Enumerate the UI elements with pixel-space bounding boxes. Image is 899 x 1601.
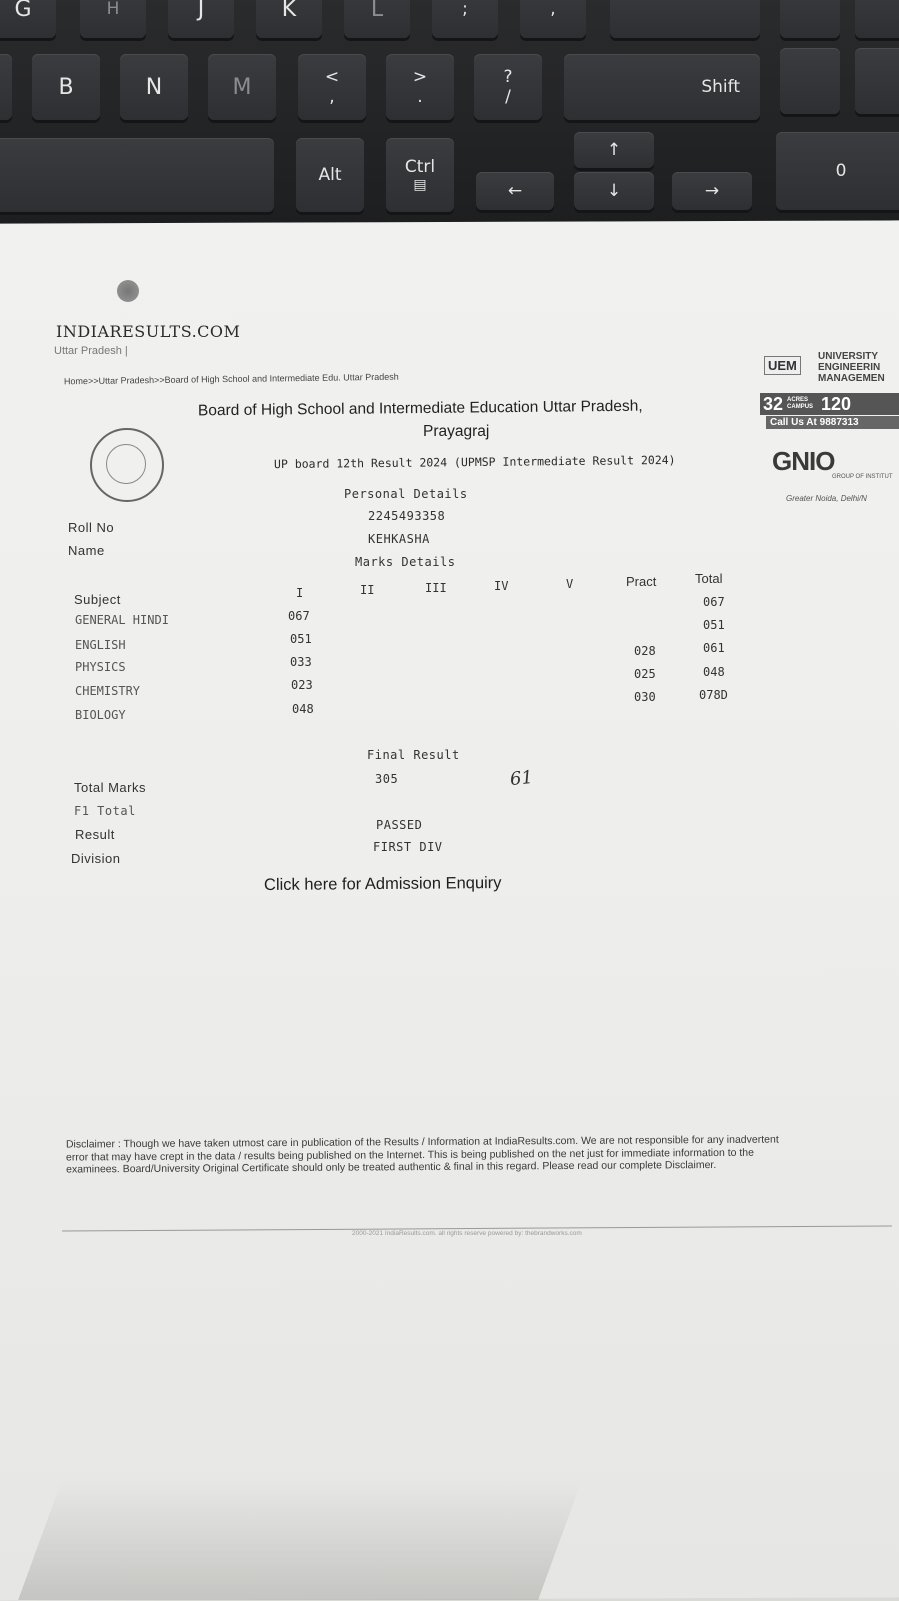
gnio-sub: GROUP OF INSTITUT (832, 474, 893, 480)
site-logo: INDIARESULTS.COM (56, 322, 241, 341)
key-arrow-down: ↓ (574, 172, 654, 210)
handwritten-note: 61 (508, 766, 534, 791)
footer-copyright: 2000-2021 IndiaResults.com. all rights reserve powered by: thebrandworks.com (352, 1230, 582, 1237)
subject-physics: PHYSICS (75, 660, 126, 674)
col-header-total: Total (695, 571, 723, 586)
key-h: H (80, 0, 146, 38)
uem-line-2: ENGINEERIN (818, 362, 881, 373)
paper-shadow (18, 1480, 582, 1600)
disclaimer: Disclaimer : Though we have taken utmost care in publication of the Results / Information at IndiaResults.com. We are not responsible for any inadvertent error that may have crept in the data / results being published on the Internet. This is being published on the net just for immediate information to the examinees. Board/University Original Certificate should only be treated authentic & final in this regard. Please read our complete Disclaimer. (65, 1133, 779, 1176)
col-header-iii: III (425, 581, 447, 595)
key-greater-than: > . (386, 54, 454, 120)
key-k: K (256, 0, 322, 38)
uem-line-1: UNIVERSITY (818, 351, 879, 362)
subject-chemistry: CHEMISTRY (75, 684, 141, 698)
final-result-heading: Final Result (367, 748, 460, 762)
key-semicolon: ; (432, 0, 498, 38)
personal-details-heading: Personal Details (344, 487, 468, 501)
roll-no-value: 2245493358 (368, 509, 446, 523)
marks-details-heading: Marks Details (355, 555, 456, 569)
key-l: L (344, 0, 410, 38)
total-english: 051 (703, 618, 725, 632)
division-label: Division (71, 851, 121, 866)
key-zero: 0 (776, 132, 899, 210)
col-header-ii: II (360, 583, 375, 597)
admission-enquiry-link[interactable]: Click here for Admission Enquiry (263, 873, 502, 895)
roll-no-label: Roll No (68, 520, 115, 535)
up-board-seal-icon (90, 428, 164, 502)
key-blank-top-2 (855, 0, 899, 38)
key-blank-right-2 (855, 48, 899, 114)
marks-i-chemistry: 023 (291, 678, 313, 692)
result-value: PASSED (376, 818, 423, 832)
total-biology: 078D (699, 688, 728, 702)
subject-english: ENGLISH (75, 638, 126, 652)
marks-i-physics: 033 (290, 655, 312, 669)
key-arrow-left: ← (476, 172, 554, 210)
gnio-logo: GNIO (772, 446, 835, 476)
marks-i-biology: 048 (292, 702, 314, 716)
key-shift: Shift (564, 54, 760, 120)
key-ctrl: Ctrl ▤ (386, 138, 454, 212)
key-arrow-right: → (672, 172, 752, 210)
key-question: ? / (474, 54, 542, 120)
marks-i-general-hindi: 067 (288, 609, 310, 623)
division-value: FIRST DIV (373, 840, 443, 854)
uem-acres (760, 393, 899, 415)
f1-total-label: F1 Total (74, 804, 136, 818)
site-emblem-icon (117, 280, 139, 302)
key-b: B (32, 54, 100, 120)
menu-icon: ▤ (413, 177, 427, 193)
gnio-location: Greater Noida, Delhi/N (786, 494, 867, 503)
col-header-v: V (566, 577, 574, 591)
name-value: KEHKASHA (368, 532, 430, 546)
key-m: M (208, 54, 276, 120)
uem-acres-value: 32 (763, 393, 784, 414)
key-less-than: < , (298, 54, 366, 120)
key-n: N (120, 54, 188, 120)
col-header-iv: IV (494, 579, 509, 593)
total-marks-label: Total Marks (74, 780, 146, 795)
key-space (0, 138, 274, 212)
key-arrow-up: ↑ (574, 132, 654, 168)
uem-logo: UEM (764, 356, 801, 375)
state-line: Uttar Pradesh | (54, 345, 128, 357)
pract-chemistry: 025 (634, 667, 656, 681)
uem-fac-value: 120 (821, 393, 852, 414)
key-enter (610, 0, 760, 38)
name-label: Name (68, 543, 105, 558)
pract-physics: 028 (634, 644, 656, 658)
result-label: Result (75, 827, 115, 842)
key-blank-left (0, 54, 12, 120)
key-blank-right (780, 48, 840, 114)
col-header-i: I (296, 586, 304, 600)
col-header-pract: Pract (626, 574, 657, 589)
key-blank-top (780, 0, 840, 38)
pract-biology: 030 (634, 690, 656, 704)
subject-general-hindi: GENERAL HINDI (75, 613, 169, 627)
uem-call: Call Us At 9887313 (766, 416, 899, 429)
key-comma-top: , (520, 0, 586, 38)
breadcrumb: Home>>Uttar Pradesh>>Board of High School and Intermediate Edu. Uttar Pradesh (63, 371, 399, 387)
board-subtitle: UP board 12th Result 2024 (UPMSP Intermediate Result 2024) (273, 452, 676, 472)
total-physics: 061 (703, 641, 725, 655)
subject-biology: BIOLOGY (75, 708, 126, 722)
total-chemistry: 048 (703, 665, 725, 679)
key-alt: Alt (296, 138, 364, 212)
board-title-line2: Prayagraj (423, 423, 490, 440)
uem-acres-sub: ACRES CAMPUS (787, 397, 814, 410)
marks-i-english: 051 (290, 632, 312, 646)
keyboard (0, 0, 899, 228)
col-header-subject: Subject (74, 592, 121, 607)
total-marks-value: 305 (375, 772, 399, 786)
board-title-line1: Board of High School and Intermediate Education Uttar Pradesh, (197, 397, 643, 420)
key-j: J (168, 0, 234, 38)
key-g: G (0, 0, 56, 38)
total-general-hindi: 067 (703, 595, 725, 609)
uem-line-3: MANAGEMEN (818, 373, 885, 384)
